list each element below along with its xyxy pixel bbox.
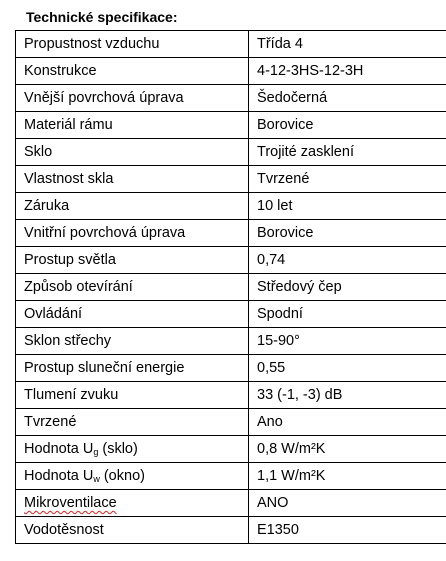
table-row: [16, 247, 446, 274]
table-row: [16, 193, 446, 220]
row-value: 0,55: [249, 355, 446, 382]
table-row: [16, 517, 446, 544]
row-label: Sklon střechy: [16, 328, 249, 355]
row-label-suffix: (okno): [99, 468, 145, 484]
spec-title: Technické specifikace:: [26, 9, 178, 25]
row-value: ANO: [249, 490, 446, 517]
table-row: [16, 409, 446, 436]
row-value: Trojité zasklení: [249, 139, 446, 166]
row-label: Vodotěsnost: [16, 517, 249, 544]
row-value: Spodní: [249, 301, 446, 328]
table-row: [16, 112, 446, 139]
row-label: Tlumení zvuku: [16, 382, 249, 409]
table-row: [16, 31, 446, 58]
table-row: [16, 139, 446, 166]
row-label: [16, 463, 249, 490]
table-row: [16, 436, 446, 463]
spellcheck-underlined-label: Mikroventilace: [24, 495, 117, 511]
row-value: Borovice: [249, 112, 446, 139]
row-label: Konstrukce: [16, 58, 249, 85]
row-label-text: Hodnota U: [24, 441, 94, 457]
table-row: [16, 463, 446, 490]
row-label: Propustnost vzduchu: [16, 31, 249, 58]
table-row: [16, 58, 446, 85]
row-value: Tvrzené: [249, 166, 446, 193]
row-label: Ovládání: [16, 301, 249, 328]
spec-table: [15, 30, 446, 544]
row-value: 1,1 W/m²K: [249, 463, 446, 490]
row-label-text: Hodnota U: [24, 468, 94, 484]
row-label: Prostup světla: [16, 247, 249, 274]
table-row: [16, 382, 446, 409]
row-label: Záruka: [16, 193, 249, 220]
row-label-subscript: w: [93, 474, 100, 484]
row-label: [16, 436, 249, 463]
row-label: [16, 490, 249, 517]
table-row: [16, 328, 446, 355]
row-value: Třída 4: [249, 31, 446, 58]
row-value: 33 (-1, -3) dB: [249, 382, 446, 409]
row-label: Prostup sluneční energie: [16, 355, 249, 382]
row-label: Způsob otevírání: [16, 274, 249, 301]
table-row: [16, 301, 446, 328]
table-row: [16, 166, 446, 193]
table-row: [16, 220, 446, 247]
row-value: 15-90°: [249, 328, 446, 355]
row-value: Ano: [249, 409, 446, 436]
table-row: [16, 85, 446, 112]
table-row: [16, 490, 446, 517]
row-label-subscript: g: [93, 447, 99, 457]
row-label: Vnější povrchová úprava: [16, 85, 249, 112]
row-label: Vlastnost skla: [16, 166, 249, 193]
row-value: Šedočerná: [249, 85, 446, 112]
row-value: 0,74: [249, 247, 446, 274]
row-label: Sklo: [16, 139, 249, 166]
row-value: Borovice: [249, 220, 446, 247]
row-value: Středový čep: [249, 274, 446, 301]
row-value: 0,8 W/m²K: [249, 436, 446, 463]
row-label: Tvrzené: [16, 409, 249, 436]
table-row: [16, 355, 446, 382]
table-row: [16, 274, 446, 301]
row-value: 4-12-3HS-12-3H: [249, 58, 446, 85]
row-value: E1350: [249, 517, 446, 544]
row-value: 10 let: [249, 193, 446, 220]
row-label: Materiál rámu: [16, 112, 249, 139]
row-label-suffix: (sklo): [98, 441, 138, 457]
row-label: Vnitřní povrchová úprava: [16, 220, 249, 247]
